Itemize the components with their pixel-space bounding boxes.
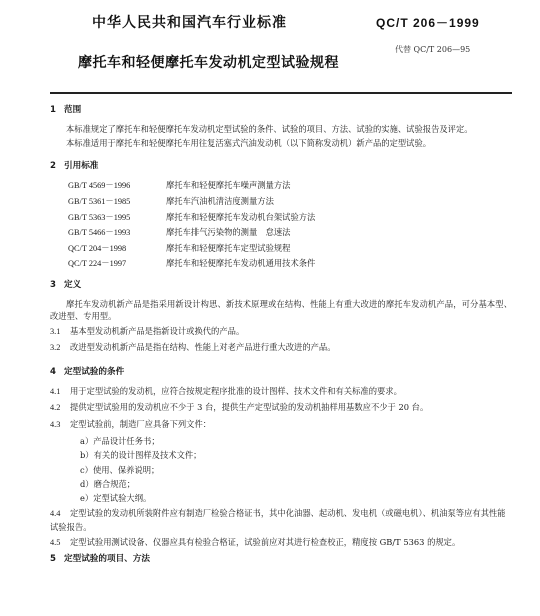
section-heading-scope <box>50 104 512 117</box>
reference-title: 摩托车和轻便摩托车噪声测量方法 <box>166 180 291 191</box>
clause-text: 定型试验前，制造厂应具备下列文件： <box>70 418 212 429</box>
section-heading-definitions <box>50 279 512 292</box>
clause-text: 基本型发动机新产品是指新设计或换代的产品。 <box>70 325 245 336</box>
reference-code: GB/T 5363－1995 <box>68 212 131 222</box>
clause-4-4 <box>50 507 512 533</box>
reference-code: GB/T 5361－1985 <box>68 196 131 206</box>
list-item: a）产品设计任务书； <box>80 436 160 447</box>
reference-item <box>68 241 512 257</box>
section-title: 定型试验的条件 <box>64 366 125 377</box>
reference-title: 摩托车和轻便摩托车发动机通用技术条件 <box>166 258 316 269</box>
reference-code: GB/T 5466－1993 <box>68 228 131 238</box>
list-item: b）有关的设计图样及技术文件； <box>80 450 202 461</box>
section-number: 1 <box>50 105 56 115</box>
clause-4-2 <box>50 401 512 415</box>
section-title: 定型试验的项目、方法 <box>64 554 150 565</box>
list-item: e）定型试验大纲。 <box>80 493 152 504</box>
clause-3-2 <box>50 341 512 355</box>
reference-title: 摩托车和轻便摩托车定型试验规程 <box>166 242 291 253</box>
reference-code: QC/T 224－1997 <box>68 259 127 269</box>
clause-number: 4.3 <box>50 419 61 429</box>
section-title: 范围 <box>64 105 82 115</box>
clause-3-1 <box>50 325 512 339</box>
document-title: 摩托车和轻便摩托车发动机定型试验规程 <box>78 55 339 71</box>
list-item: c）使用、保养说明； <box>80 464 160 475</box>
paragraph: 摩托车发动机新产品是指采用新设计构思、新技术原理或在结构、性能上有重大改进的摩托车发动机产品，可分基本型、改进型、专用型。 <box>50 298 512 322</box>
clause-4-1 <box>50 385 512 399</box>
clause-number: 4.5 <box>50 538 61 548</box>
clause-number: 3.1 <box>50 326 61 336</box>
clause-number: 4.4 <box>50 509 61 519</box>
reference-item <box>68 210 512 226</box>
clause-number: 3.2 <box>50 343 61 353</box>
section-title: 引用标准 <box>64 160 99 171</box>
section-heading-conditions <box>50 366 512 379</box>
reference-item <box>68 256 512 272</box>
section-number: 5 <box>50 554 56 565</box>
standard-code: QC/T 206－1999 <box>376 16 480 30</box>
clause-text: 提供定型试验用的发动机应不少于 3 台，提供生产定型试验的发动机抽样用基数应不少于 20 台。 <box>70 402 429 413</box>
clause-number: 4.1 <box>50 386 61 396</box>
section-number: 2 <box>50 160 56 171</box>
section-number: 3 <box>50 279 56 290</box>
replaces-note: 代替 QC/T 206—95 <box>395 45 471 54</box>
header-rule <box>50 92 512 94</box>
reference-item <box>68 194 512 210</box>
clause-text: 定型试验的发动机所装附件应有制造厂检验合格证书，其中化油器、起动机、发电机（或磁电机）、机油泵等应有其性能试验报告。 <box>50 508 506 532</box>
clause-text: 定型试验用测试设备、仪器应具有检验合格证，试验前应对其进行检查校正，精度按 GB/T 5363 的规定。 <box>70 537 461 548</box>
clause-4-5 <box>50 536 512 550</box>
reference-code: QC/T 204－1998 <box>68 243 127 253</box>
section-heading-references <box>50 160 512 173</box>
section-title: 定义 <box>64 279 82 290</box>
reference-title: 摩托车和轻便摩托车发动机台架试验方法 <box>166 211 316 222</box>
reference-item <box>68 178 512 194</box>
document-body <box>50 102 512 572</box>
clause-text: 用于定型试验的发动机，应符合按规定程序批准的设计图样、技术文件和有关标准的要求。 <box>70 385 402 396</box>
standard-title: 中华人民共和国汽车行业标准 <box>92 15 287 31</box>
section-number: 4 <box>50 366 56 377</box>
reference-title: 摩托车排气污染物的测量 怠速法 <box>166 227 291 238</box>
clause-number: 4.2 <box>50 403 61 413</box>
document-list <box>80 434 512 505</box>
section-heading-test-items <box>50 553 512 566</box>
list-item: d）磨合规范； <box>80 478 136 489</box>
reference-code: GB/T 4569－1996 <box>68 181 131 191</box>
reference-title: 摩托车汽油机清洁度测量方法 <box>166 195 274 206</box>
paragraph: 本标准适用于摩托车和轻便摩托车用往复活塞式汽油发动机（以下简称发动机）新产品的定型试验。 <box>66 138 432 149</box>
paragraph: 本标准规定了摩托车和轻便摩托车发动机定型试验的条件、试验的项目、方法、试验的实施、试验报告及评定。 <box>66 123 473 134</box>
reference-list <box>68 178 512 272</box>
reference-item <box>68 225 512 241</box>
clause-text: 改进型发动机新产品是指在结构、性能上对老产品进行重大改进的产品。 <box>70 342 336 353</box>
clause-4-3 <box>50 418 512 432</box>
